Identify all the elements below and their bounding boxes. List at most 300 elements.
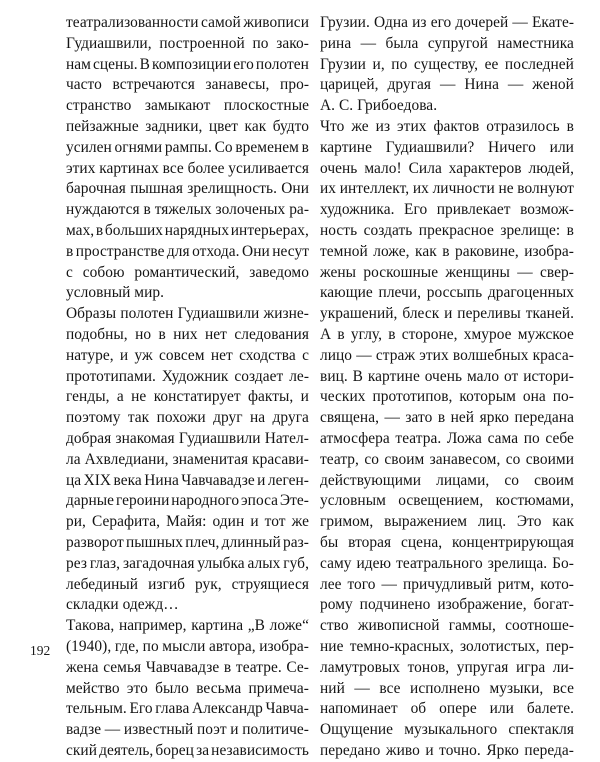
word: огнями xyxy=(114,138,163,156)
word: музыки, xyxy=(489,679,544,697)
word: полотен xyxy=(120,305,174,323)
word: наместника xyxy=(497,34,574,52)
word: в xyxy=(388,325,396,343)
word: романтический, xyxy=(134,263,240,281)
word: ние xyxy=(320,637,344,655)
word: от xyxy=(504,367,519,385)
word: напоминает xyxy=(320,700,398,718)
word: поэтому xyxy=(66,409,121,427)
word: более xyxy=(187,159,225,177)
word: соотноше- xyxy=(505,617,574,635)
word: изобра- xyxy=(259,637,309,655)
word: друга xyxy=(272,409,309,427)
text-line xyxy=(66,450,309,471)
word: Се- xyxy=(286,658,309,676)
word: и xyxy=(300,388,309,406)
text-line xyxy=(320,200,574,221)
word: независимость xyxy=(211,741,309,759)
word: разворот xyxy=(66,533,124,551)
text-line xyxy=(66,159,309,180)
word: Майя: xyxy=(166,513,207,531)
text-line xyxy=(320,263,574,284)
text-line xyxy=(320,325,574,346)
word: с xyxy=(66,263,73,281)
word: ритм, xyxy=(497,575,535,593)
text-line xyxy=(66,55,309,76)
word: в xyxy=(158,325,166,343)
word: занавесы, xyxy=(205,76,270,94)
text-line xyxy=(66,512,309,533)
word: театрального xyxy=(396,554,483,572)
word: музыкального xyxy=(404,721,498,739)
word: свер- xyxy=(540,263,574,281)
word: упругая xyxy=(456,658,509,676)
word: Его xyxy=(129,700,153,718)
word: со xyxy=(364,450,379,468)
word: героини xyxy=(115,492,170,510)
word: живописи xyxy=(243,14,309,31)
word: ней xyxy=(450,409,475,427)
word: в xyxy=(66,242,74,260)
word: самой xyxy=(201,14,241,31)
word: картине xyxy=(367,367,420,385)
word: зако- xyxy=(276,34,309,52)
word: рампы. xyxy=(164,138,212,156)
word: длинный xyxy=(221,533,281,551)
text-line xyxy=(320,595,574,616)
word: мейство xyxy=(66,679,120,697)
word: композиции xyxy=(151,55,232,73)
text-line xyxy=(320,741,574,762)
word: ярко xyxy=(479,409,509,427)
word: в xyxy=(95,221,104,239)
word: игра xyxy=(515,658,546,676)
word: будто xyxy=(272,117,309,135)
word: полотен xyxy=(255,55,309,73)
word: супругой xyxy=(427,34,488,52)
word: очень xyxy=(320,159,358,177)
text-line xyxy=(66,408,309,429)
word: картине xyxy=(320,138,372,156)
word: Эте- xyxy=(279,492,309,510)
word: очень xyxy=(424,367,463,385)
word: изгиб xyxy=(148,575,186,593)
word: XIX xyxy=(83,471,112,489)
word: Александр xyxy=(192,700,263,718)
word: же xyxy=(351,117,369,135)
word: последней xyxy=(504,55,574,73)
word: — xyxy=(381,575,397,593)
word: ла xyxy=(66,450,81,468)
word: ли- xyxy=(552,658,574,676)
word: этих xyxy=(419,346,449,364)
word: и xyxy=(257,471,266,489)
word: Ярко xyxy=(486,741,519,759)
word: как xyxy=(552,513,574,531)
word: красави- xyxy=(252,450,309,468)
word: углу, xyxy=(350,325,383,343)
word: тонов, xyxy=(407,658,450,676)
text-line: условный мир. xyxy=(66,284,164,302)
word: лее xyxy=(320,575,342,593)
word: заведомо xyxy=(249,263,309,281)
word: вадзе xyxy=(66,721,102,739)
word: плоскостные xyxy=(223,97,309,115)
word: друг xyxy=(213,409,243,427)
word: леген- xyxy=(267,471,309,489)
text-line xyxy=(320,367,574,388)
word: губ, xyxy=(283,554,309,572)
word: улыбка xyxy=(197,554,245,572)
word: характеров xyxy=(448,159,522,177)
text-line xyxy=(66,304,309,325)
word: про- xyxy=(280,76,309,94)
word: знаменитая xyxy=(172,450,249,468)
word: похожи xyxy=(156,409,206,427)
word: нам xyxy=(66,55,91,73)
word: следования xyxy=(234,325,309,343)
word: отхода. xyxy=(192,242,240,260)
word: создать xyxy=(363,221,413,239)
word: темно-красных, xyxy=(349,637,454,655)
word: все xyxy=(379,679,401,697)
word: условным xyxy=(320,492,386,510)
word: картина xyxy=(191,617,244,635)
text-line xyxy=(66,387,309,408)
word: картинах xyxy=(99,159,159,177)
word: лицо xyxy=(320,346,353,364)
word: борец xyxy=(155,741,194,759)
word: все xyxy=(552,679,574,697)
word: рез xyxy=(66,554,87,572)
word: с xyxy=(302,346,309,364)
word: по xyxy=(391,55,408,73)
word: кото- xyxy=(540,575,574,593)
word: людей, xyxy=(528,159,574,177)
word: ложе, xyxy=(373,242,410,260)
word: женой xyxy=(532,76,574,94)
word: временем xyxy=(235,138,299,156)
text-line xyxy=(66,533,309,554)
word: отразилось xyxy=(486,117,560,135)
word: возмож- xyxy=(520,201,574,219)
word: темной xyxy=(320,242,368,260)
word: интеллект, xyxy=(339,180,410,198)
word: живописной xyxy=(357,617,440,635)
word: Чавча- xyxy=(265,700,309,718)
word: нарядных xyxy=(164,221,230,239)
word: волнуют xyxy=(517,180,574,198)
word: зрелище: xyxy=(500,221,561,239)
page-number: 192 xyxy=(30,643,51,658)
word: лицами, xyxy=(436,471,490,489)
word: В xyxy=(139,55,150,73)
word: со xyxy=(504,471,519,489)
word: ри, xyxy=(66,513,86,531)
word: натуре, xyxy=(66,346,114,364)
text-line xyxy=(66,720,309,741)
word: этих xyxy=(397,117,427,135)
word: добрая xyxy=(66,429,112,447)
word: для xyxy=(166,242,190,260)
word: один xyxy=(212,513,245,531)
word: пейзажные xyxy=(66,117,139,135)
word: — xyxy=(356,346,372,364)
text-line xyxy=(320,637,574,658)
word: Нател- xyxy=(264,429,309,447)
word: зато xyxy=(405,409,433,427)
word: Они xyxy=(242,242,270,260)
word: Нина xyxy=(464,76,499,94)
word: политиче- xyxy=(242,721,309,739)
word: Гудиашвили xyxy=(177,305,260,323)
text-line xyxy=(66,367,309,388)
word: встречаются xyxy=(112,76,195,94)
word: раз- xyxy=(283,533,309,551)
word: театре. xyxy=(235,658,282,676)
word: примеча- xyxy=(248,679,309,697)
text-line xyxy=(66,658,309,679)
word: усилен xyxy=(66,138,112,156)
word: факты, xyxy=(247,388,294,406)
word: замыкают xyxy=(144,97,211,115)
word: века xyxy=(113,471,142,489)
word: жизне- xyxy=(263,305,309,323)
word: точно. xyxy=(439,741,481,759)
word: Художник xyxy=(161,367,229,385)
word: Ощущение xyxy=(320,721,394,739)
word: „В xyxy=(247,617,265,635)
word: изобра- xyxy=(524,242,574,260)
text-line xyxy=(66,34,309,55)
word: пер- xyxy=(545,637,574,655)
word: в xyxy=(143,201,151,219)
word: подчинено xyxy=(359,596,431,614)
word: об xyxy=(410,700,427,718)
word: не xyxy=(498,180,514,198)
word: ложе“ xyxy=(269,617,309,635)
word: или xyxy=(489,700,514,718)
word: лиц. xyxy=(477,513,507,531)
word: поэт xyxy=(196,721,227,739)
word: ца xyxy=(66,471,82,489)
word: Сила xyxy=(408,159,442,177)
word: глаз, xyxy=(89,554,121,572)
paragraph xyxy=(320,13,574,117)
word: которым xyxy=(459,388,516,406)
text-line xyxy=(66,117,309,138)
word: этих xyxy=(66,159,96,177)
word: их xyxy=(412,180,429,198)
text-line xyxy=(320,699,574,720)
text-line xyxy=(320,471,574,492)
text-line xyxy=(320,346,574,367)
text-line xyxy=(320,575,574,596)
word: мужское xyxy=(517,325,574,343)
word: истори- xyxy=(523,367,574,385)
word: золоченых xyxy=(215,201,286,219)
word: уж xyxy=(134,346,153,364)
word: — xyxy=(384,409,400,427)
text-line xyxy=(320,533,574,554)
paragraph xyxy=(66,304,309,616)
text-line xyxy=(320,429,574,450)
word: театрализованности xyxy=(66,14,199,31)
word: из xyxy=(412,14,427,31)
right-text-column xyxy=(320,13,574,762)
word: Гудиашвили xyxy=(178,429,261,447)
word: Это xyxy=(516,513,542,531)
text-line xyxy=(66,741,309,762)
word: барочная xyxy=(66,180,126,198)
text-line xyxy=(320,304,574,325)
word: в xyxy=(437,409,446,427)
word: прототипами. xyxy=(66,367,156,385)
word: семья xyxy=(103,658,142,676)
word: плечи, xyxy=(378,284,422,302)
word: все xyxy=(162,159,184,177)
word: нуждаются xyxy=(66,201,140,219)
text-line xyxy=(66,346,309,367)
word: привлекает xyxy=(436,201,511,219)
word: ее xyxy=(484,55,499,73)
word: переда- xyxy=(524,741,574,759)
word: глава xyxy=(155,700,190,718)
text-line xyxy=(320,491,574,512)
text-line xyxy=(320,554,574,575)
word: исполнено xyxy=(410,679,480,697)
text-line xyxy=(66,221,309,242)
word: часто xyxy=(66,76,102,94)
word: констатирует xyxy=(153,388,241,406)
word: концентрирующая xyxy=(452,533,574,551)
word: рому xyxy=(320,596,353,614)
word: Ахвледиани, xyxy=(84,450,169,468)
word: усиливается xyxy=(228,159,309,177)
text-line xyxy=(66,13,309,34)
text-line xyxy=(66,96,309,117)
word: Чавчавадзе xyxy=(181,471,255,489)
text-line xyxy=(66,263,309,284)
word: например, xyxy=(118,617,187,635)
word: золотистых, xyxy=(460,637,540,655)
text-line xyxy=(320,387,574,408)
word: Образы xyxy=(66,305,117,323)
word: было xyxy=(155,679,189,697)
word: освещением, xyxy=(398,492,484,510)
word: ра- xyxy=(289,201,309,219)
word: фактов xyxy=(433,117,480,135)
text-line xyxy=(66,637,309,658)
word: пространстве xyxy=(75,242,165,260)
word: жена xyxy=(66,658,99,676)
text-line xyxy=(320,408,574,429)
word: его xyxy=(233,55,254,73)
word: в xyxy=(566,221,574,239)
word: кающие xyxy=(320,284,373,302)
word: струящиеся xyxy=(231,575,309,593)
word: Нина xyxy=(144,471,179,489)
word: Грузии xyxy=(320,55,366,73)
word: А xyxy=(320,325,332,343)
text-line xyxy=(320,658,574,679)
word: тот xyxy=(264,513,286,531)
word: Бо- xyxy=(552,554,574,572)
text-line xyxy=(320,117,574,138)
word: в xyxy=(442,242,450,260)
word: ческих xyxy=(320,388,366,406)
word: и xyxy=(250,513,259,531)
word: — xyxy=(517,263,533,281)
word: блеск xyxy=(402,305,440,323)
word: как xyxy=(415,242,437,260)
word: театр, xyxy=(320,450,359,468)
word: своим xyxy=(384,450,425,468)
word: богат- xyxy=(533,596,574,614)
word: изображение, xyxy=(437,596,527,614)
word: Его xyxy=(404,201,428,219)
word: тельным. xyxy=(66,700,127,718)
word: мало xyxy=(466,367,500,385)
word: подобны, xyxy=(66,325,128,343)
word: по xyxy=(142,637,159,655)
word: В xyxy=(352,367,363,385)
word: женщины xyxy=(445,263,510,281)
word: Ложа xyxy=(446,429,482,447)
word: за xyxy=(196,741,210,759)
word: гримом, xyxy=(320,513,374,531)
word: задники, xyxy=(145,117,203,135)
word: художника. xyxy=(320,201,395,219)
word: Гудиашвили, xyxy=(66,34,152,52)
word: автора, xyxy=(208,637,256,655)
word: ский xyxy=(66,741,97,759)
text-line: А. С. Грибоедова. xyxy=(320,97,438,115)
word: своими xyxy=(525,450,574,468)
word: в xyxy=(301,138,309,156)
text-line xyxy=(320,720,574,741)
text-line xyxy=(320,616,574,637)
word: по xyxy=(252,34,269,52)
word: Одна xyxy=(374,14,409,31)
text-line xyxy=(320,242,574,263)
word: Грузии. xyxy=(320,14,370,31)
word: опере xyxy=(439,700,477,718)
word: тканей. xyxy=(525,305,574,323)
word: своим xyxy=(534,471,574,489)
word: же xyxy=(291,513,309,531)
word: совсем xyxy=(159,346,205,364)
word: на xyxy=(249,409,266,427)
word: живо xyxy=(385,741,420,759)
word: сходства xyxy=(239,346,296,364)
text-line xyxy=(320,159,574,180)
word: дарные xyxy=(66,492,115,510)
word: дочерей xyxy=(455,14,509,31)
word: переливы xyxy=(457,305,521,323)
word: алых xyxy=(247,554,281,572)
word: жены xyxy=(320,263,357,281)
text-line xyxy=(66,200,309,221)
word: и xyxy=(444,305,453,323)
word: рина xyxy=(320,34,352,52)
word: стороне, xyxy=(401,325,458,343)
word: хмурое xyxy=(463,325,512,343)
word: костюмами, xyxy=(495,492,574,510)
word: краса- xyxy=(532,346,574,364)
word: так xyxy=(127,409,150,427)
text-line xyxy=(320,138,574,159)
